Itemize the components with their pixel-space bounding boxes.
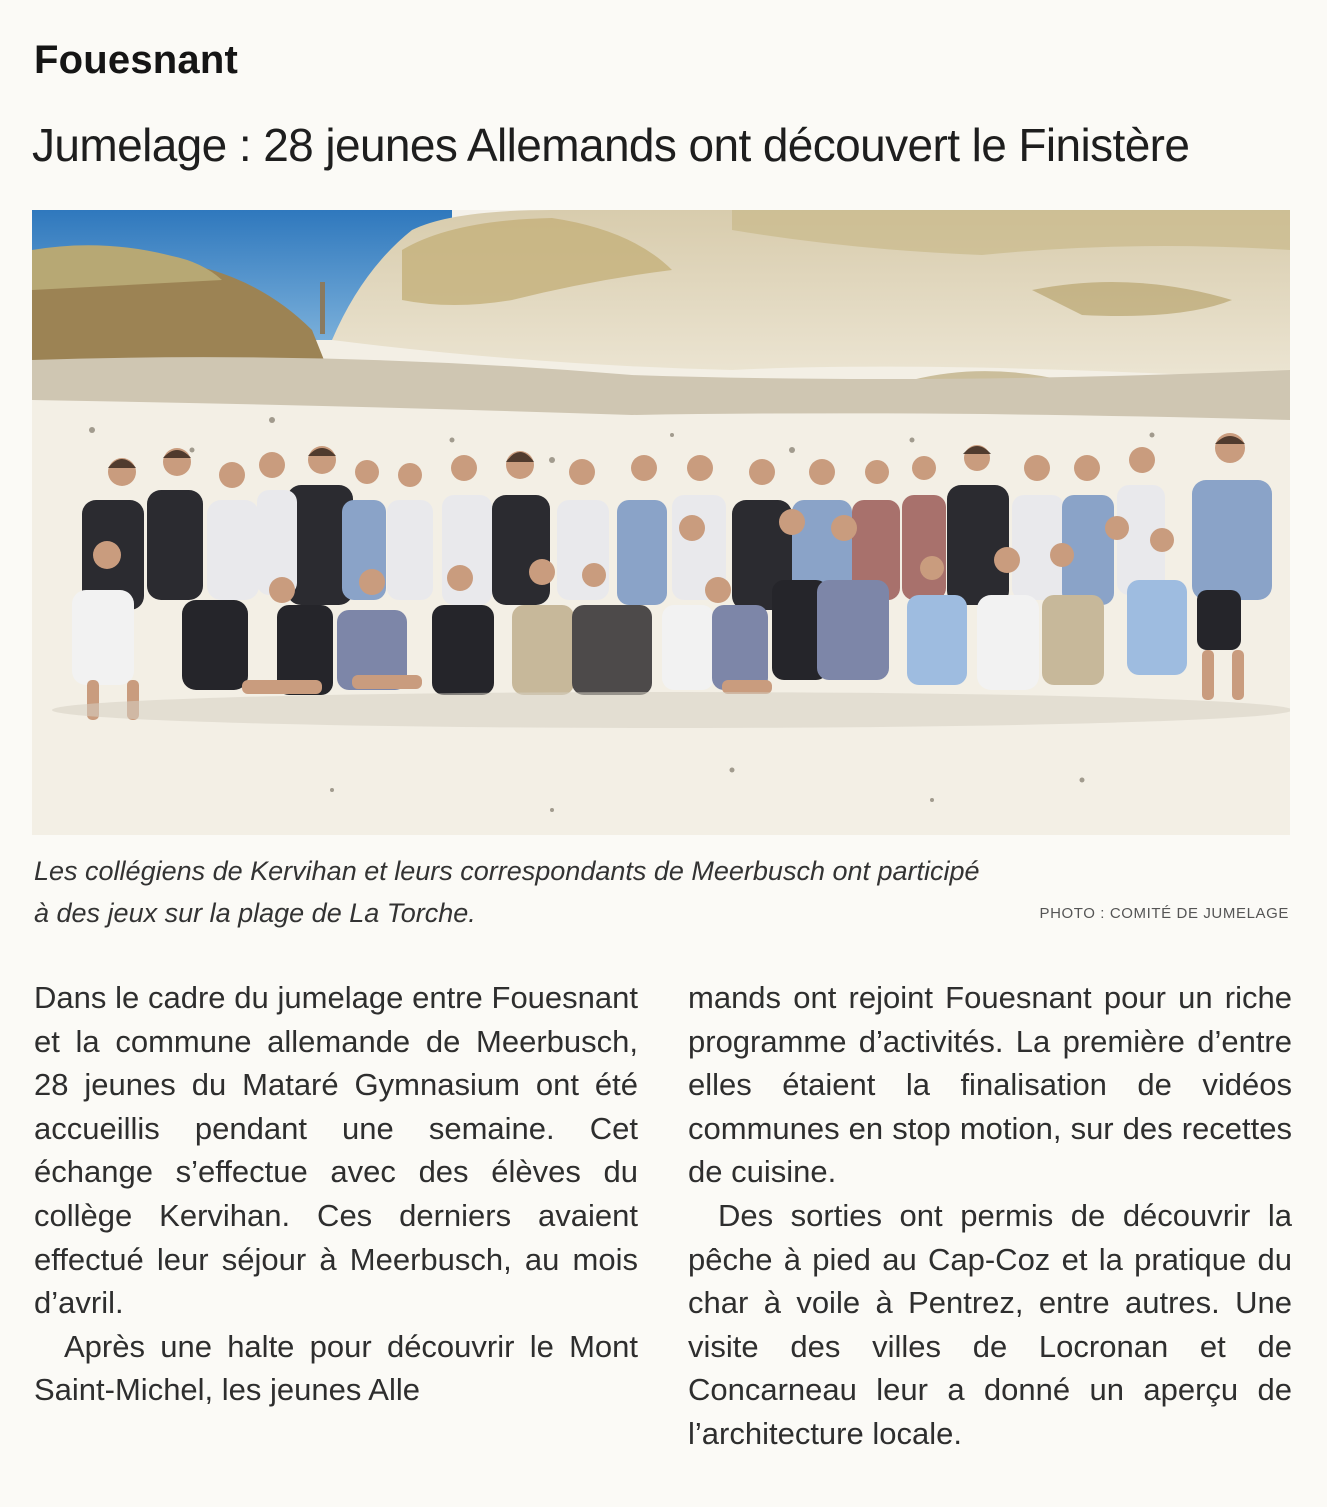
article-photo <box>32 210 1290 835</box>
group-back-row <box>82 480 1272 610</box>
caption-line-2: à des jeux sur la plage de La Torche. <box>34 898 476 928</box>
group-photo-illustration <box>32 210 1290 835</box>
section-kicker: Fouesnant <box>34 38 239 82</box>
body-paragraph: Après une halte pour découvrir le Mont Saint-Michel, les jeunes Alle <box>34 1328 638 1408</box>
caption-line-1: Les collégiens de Kervihan et leurs correspondants de Meerbusch ont participé <box>34 856 980 886</box>
body-paragraph: Dans le cadre du jumelage entre Fouesnant et la commune allemande de Meerbusch, 28 jeunes du Mataré Gymnasium ont été accueillis pendant une semaine. Cet échange s’effectue avec des élèves du collège Kervihan. Ces derniers avaient effectué leur séjour à Meerbusch, au mois d’avril. <box>34 980 638 1321</box>
article-headline: Jumelage : 28 jeunes Allemands ont découvert le Finistère <box>32 119 1190 171</box>
body-paragraph: Des sorties ont permis de découvrir la pêche à pied au Cap-Coz et la pratique du char à voile à Pentrez, entre autres. Une visite des villes de Locronan et de Concarneau leur a donné un aperçu de l’architecture locale. <box>688 1197 1292 1451</box>
body-column-right <box>688 976 1292 1456</box>
photo-credit: PHOTO : COMITÉ DE JUMELAGE <box>1039 905 1289 922</box>
body-column-left <box>34 976 638 1412</box>
body-paragraph: mands ont rejoint Fouesnant pour un riche programme d’activités. La première d’entre elles étaient la finalisation de vidéos communes en stop motion, sur des recettes de cuisine. <box>688 980 1292 1190</box>
